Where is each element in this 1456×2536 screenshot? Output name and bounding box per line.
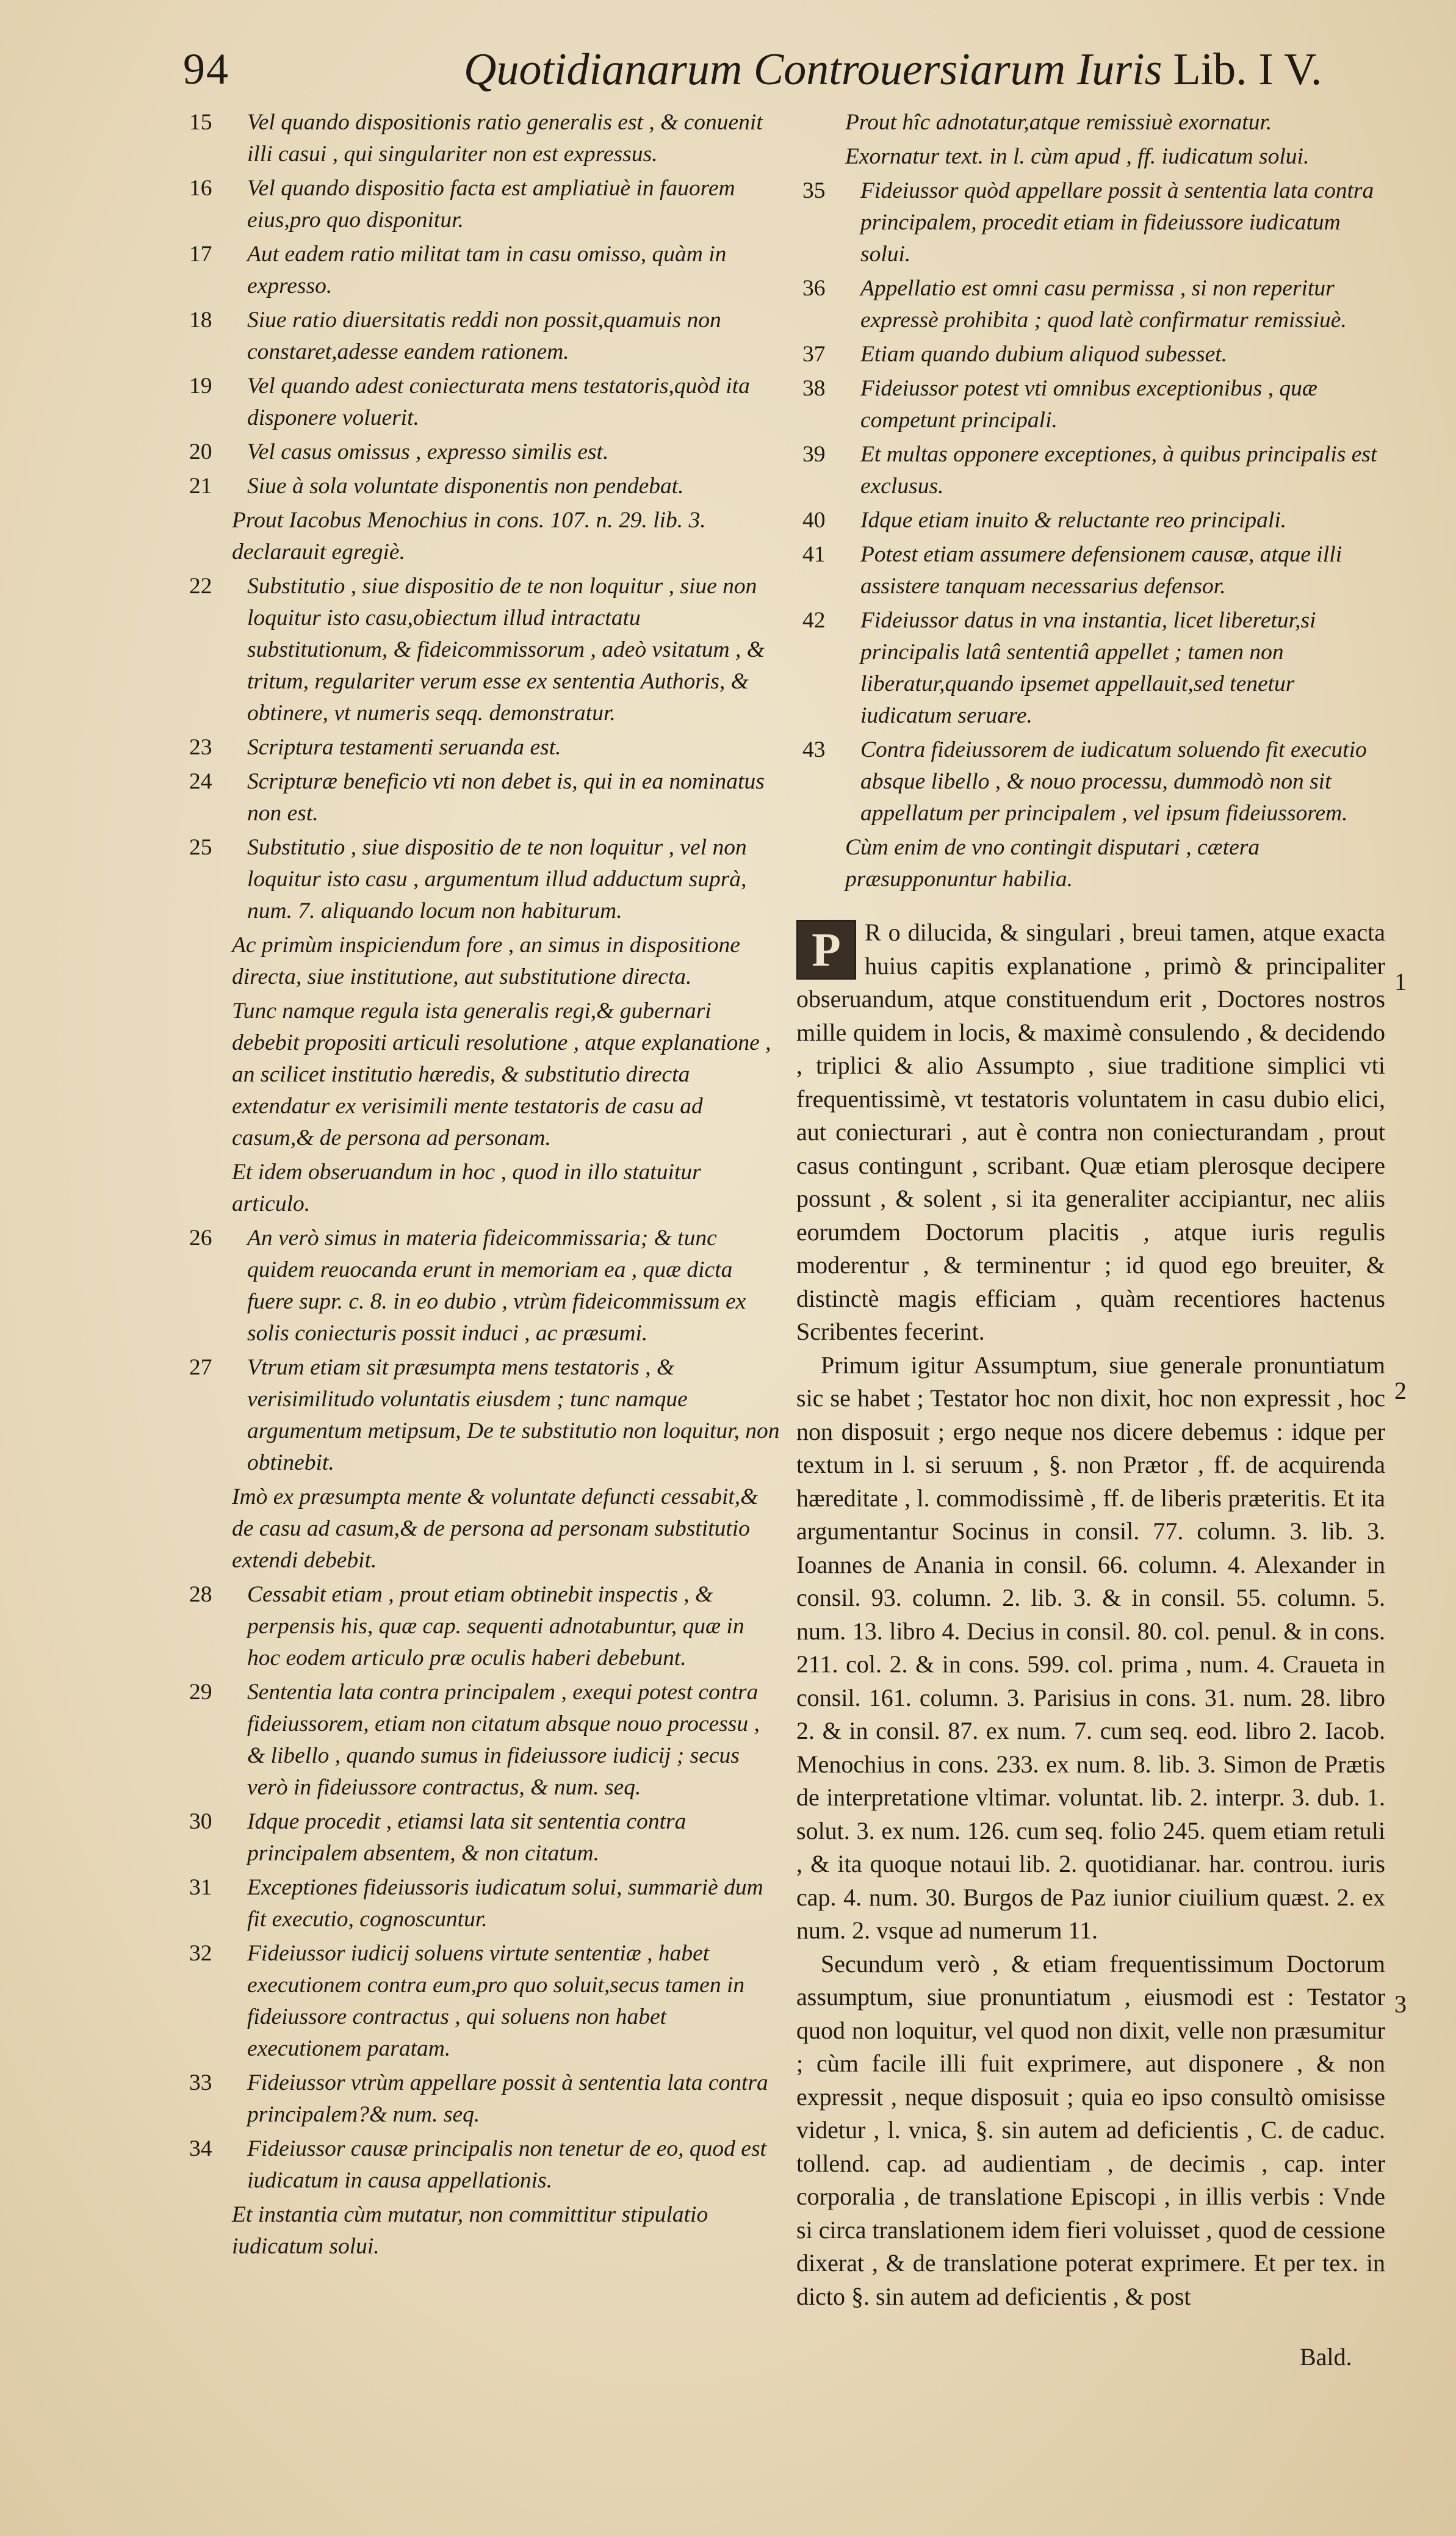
summary-text: Contra fideiussorem de iudicatum soluendo fit executio absque libello , & nouo processu, dummodò non sit appellatum per principalem , vel ipsum fideiussorem. bbox=[860, 737, 1367, 826]
summary-note: Ac primùm inspiciendum fore , an simus in dispositione directa, siue institutione, aut substitutione directa. bbox=[232, 933, 740, 989]
body-paragraph-3: Secundum verò , & etiam frequentissimum Doctorum assumptum, siue pronuntiatum , eiusmodi est : Testator quod non loquitur, vel quod non dixit, velle non præsumitur ; cùm facile illi fuit exprimere, aut disponere , & non expressit , neque disposuit ; quia eo ipso consultò omisisse videtur , l. vnica, §. sin autem ad deficientis , C. de caduc. tollend. cap. ad audientiam , de decimis , cap. inter corporalia , de translatione Episcopi , in illis verbis : Vnde si circa translationem idem fieri voluisset , quod de cessione dixerat , & de translatione poterat exprimere. Et per tex. in dicto §. sin autem ad deficientis , & post bbox=[796, 1949, 1385, 2310]
body-paragraph-2: Primum igitur Assumptum, siue generale pronuntiatum sic se habet ; Testator hoc non dixit, hoc non expressit , hoc non disposuit ; ergo neque nos dicere debemus : idque per textum in l. si seruum , §. non Prætor , ff. de acquirenda hæreditate , l. commodissimè , ff. de liberis præteritis. Et ita argumentantur Socinus in consil. 77. column. 3. lib. 3. Ioannes de Anania in consil. 66. column. 4. Alexander in consil. 93. column. 2. lib. 3. & in consil. 55. column. 5. num. 13. libro 4. Decius in consil. 80. col. penul. & in cons. 211. col. 2. & in cons. 599. col. prima , num. 4. Craueta in consil. 161. column. 3. Parisius in cons. 31. num. 28. libro 2. & in consil. 87. ex num. 7. cum seq. eod. libro 2. Iacob. Menochius in cons. 233. ex num. 8. lib. 3. Simon de Prætis de interpretatione vltimar. voluntat. lib. 2. interpr. 3. dub. 1. solut. 3. ex num. 126. cum seq. folio 245. quem etiam retuli , & ita quoque notaui lib. 2. quotidianar. har. controu. iuris cap. 4. num. 30. Burgos de Paz iunior ciuilium quæst. 2. ex num. 2. vsque ad numerum 11. bbox=[796, 1351, 1385, 1944]
summary-item bbox=[796, 175, 1385, 270]
summary-number: 39 bbox=[802, 442, 826, 467]
summary-number: 25 bbox=[189, 835, 212, 860]
catchword: Bald. bbox=[1300, 2343, 1352, 2371]
summary-item bbox=[796, 339, 1385, 370]
summary-item bbox=[796, 273, 1385, 336]
summary-number: 21 bbox=[189, 474, 212, 499]
summary-item bbox=[183, 1872, 781, 1935]
summary-number: 40 bbox=[802, 508, 826, 533]
summary-text: Fideiussor potest vti omnibus exceptionibus , quæ competunt principali. bbox=[860, 376, 1317, 433]
summary-text: Siue ratio diuersitatis reddi non possit,quamuis non constaret,adesse eandem rationem. bbox=[247, 308, 721, 364]
summary-number: 35 bbox=[802, 178, 826, 203]
summary-text: Sententia lata contra principalem , exequi potest contra fideiussorem, etiam non citatum absque nouo processu , & libello , quando sumus in fideiussore iudicij ; secus verò in fideiussore contractus, & num. seq. bbox=[247, 1680, 760, 1800]
summary-text: Siue à sola voluntate disponentis non pendebat. bbox=[247, 474, 684, 499]
summary-note: Tunc namque regula ista generalis regi,& gubernari debebit propositi articuli resolutione , atque explanatione , an scilicet institutio hæredis, & substitutio directa extendatur ex verisimili mente testatoris de casu ad casum,& de persona ad personam. bbox=[232, 999, 771, 1151]
body-paragraph-1: P R o dilucida, & singulari , breui tamen, atque exacta huius capitis explanatione , primò & principaliter obseruandum, atque constituendum erit , Doctores nostros mille quidem in locis, & maximè consulendo , & decidendo , triplici & alio Assumpto , siue traditione simplici vti frequentissimè, vt testatoris voluntatem in casu dubio elici, aut coniecturari , aut è contra non coniecturandam , prout casus contingunt , scribant. Quæ etiam plerosque decipere possunt , & solent , si ita generaliter accipiantur, nec aliis eorumdem Doctorum placitis , atque iuris regulis moderentur , & terminentur ; id quod ego breuiter, & distinctè magis efficiam , quàm recentiores hactenus Scribentes fecerint. bbox=[796, 919, 1385, 1345]
summary-note: Prout hîc adnotatur,atque remissiuè exornatur. bbox=[845, 110, 1272, 135]
summary-text: Cessabit etiam , prout etiam obtinebit inspectis , & perpensis his, quæ cap. sequenti adnotabuntur, quæ in hoc eodem articulo præ oculis haberi debebunt. bbox=[247, 1582, 744, 1671]
summary-text: Scriptura testamenti seruanda est. bbox=[247, 735, 561, 760]
summary-item bbox=[796, 605, 1385, 732]
summary-text: Substitutio , siue dispositio de te non loquitur , vel non loquitur isto casu , argumentum illud adductum suprà, num. 7. aliquando locum non habiturum. bbox=[247, 835, 747, 923]
summary-note: Et instantia cùm mutatur, non committitur stipulatio iudicatum solui. bbox=[232, 2202, 708, 2259]
summary-number: 30 bbox=[189, 1809, 212, 1834]
summary-item bbox=[796, 539, 1385, 602]
page-header bbox=[183, 44, 1330, 111]
summary-text: Fideiussor vtrùm appellare possit à sententia lata contra principalem?& num. seq. bbox=[247, 2070, 768, 2127]
summary-item bbox=[183, 832, 781, 927]
summary-item bbox=[796, 373, 1385, 436]
summary-number: 20 bbox=[189, 439, 212, 464]
summary-number: 29 bbox=[189, 1680, 212, 1705]
summary-item bbox=[183, 1223, 781, 1349]
summary-number: 33 bbox=[189, 2070, 212, 2095]
summary-item bbox=[183, 107, 781, 170]
summary-item bbox=[183, 1579, 781, 1674]
summary-item bbox=[183, 1352, 781, 1479]
summary-text: Vel quando adest coniecturata mens testatoris,quòd ita disponere voluerit. bbox=[247, 374, 750, 430]
summary-number: 34 bbox=[189, 2136, 212, 2161]
summary-item bbox=[183, 1806, 781, 1869]
summary-item bbox=[183, 2067, 781, 2131]
summary-text: Exceptiones fideiussoris iudicatum solui, summariè dum fit executio, cognoscuntur. bbox=[247, 1875, 763, 1932]
summary-item bbox=[796, 439, 1385, 502]
summary-text: Vel quando dispositionis ratio generalis est , & conuenit illi casui , qui singulariter non est expressus. bbox=[247, 110, 763, 167]
summary-note: Imò ex præsumpta mente & voluntate defuncti cessabit,& de casu ad casum,& de persona ad personam substitutio extendi debebit. bbox=[232, 1484, 759, 1573]
summary-item bbox=[183, 471, 781, 502]
page-number: 94 bbox=[183, 45, 229, 93]
summary-number: 24 bbox=[189, 769, 212, 794]
summary-item bbox=[796, 505, 1385, 536]
summary-number: 28 bbox=[189, 1582, 212, 1607]
summary-text: An verò simus in materia fideicommissaria; & tunc quidem reuocanda erunt in memoriam ea , quæ dicta fuere supr. c. 8. in eo dubio , vtrùm fideicommissum ex solis coniecturis possit induci , ac præsumi. bbox=[247, 1226, 746, 1346]
summary-number: 17 bbox=[189, 242, 212, 267]
summary-item bbox=[183, 239, 781, 302]
summary-number: 38 bbox=[802, 376, 826, 401]
summary-number: 37 bbox=[802, 342, 826, 367]
summary-text: Et multas opponere exceptiones, à quibus principalis est exclusus. bbox=[860, 442, 1377, 499]
summary-item bbox=[183, 2133, 781, 2197]
summary-number: 27 bbox=[189, 1355, 212, 1380]
summary-item bbox=[183, 1677, 781, 1804]
summary-text: Vel quando dispositio facta est ampliatiuè in fauorem eius,pro quo disponitur. bbox=[247, 176, 735, 233]
main-text bbox=[796, 916, 1385, 2313]
summary-text: Fideiussor iudicij soluens virtute sententiæ , habet executionem contra eum,pro quo soluit,secus tamen in fideiussore contractus , qui soluens non habet executionem paratam. bbox=[247, 1941, 745, 2061]
summary-note: Exornatur text. in l. cùm apud , ff. iudicatum solui. bbox=[845, 144, 1310, 169]
summary-text: Potest etiam assumere defensionem causæ, atque illi assistere tanquam necessarius defensor. bbox=[860, 542, 1342, 599]
summary-item bbox=[183, 173, 781, 236]
summary-item bbox=[183, 732, 781, 764]
running-title-text: Quotidianarum Controuersiarum Iuris bbox=[464, 45, 1162, 95]
summary-number: 36 bbox=[802, 276, 826, 301]
summary-text: Appellatio est omni casu permissa , si non reperitur expressè prohibita ; quod latè confirmatur remissiuè. bbox=[860, 276, 1347, 333]
summary-number: 22 bbox=[189, 574, 212, 599]
margin-number: 3 bbox=[1394, 1990, 1407, 2018]
summary-number: 41 bbox=[802, 542, 826, 567]
book-number: Lib. I V. bbox=[1173, 45, 1322, 95]
summary-text: Etiam quando dubium aliquod subesset. bbox=[860, 342, 1228, 367]
drop-cap: P bbox=[796, 920, 856, 980]
summary-text: Idque procedit , etiamsi lata sit sententia contra principalem absentem, & non citatum. bbox=[247, 1809, 687, 1866]
summary-number: 19 bbox=[189, 374, 212, 399]
summary-item bbox=[183, 1938, 781, 2065]
summary-number: 15 bbox=[189, 110, 212, 135]
summary-item bbox=[183, 370, 781, 434]
summary-number: 43 bbox=[802, 737, 826, 762]
summary-text: Fideiussor datus in vna instantia, licet liberetur,si principalis latâ sententiâ appellet ; tamen non liberatur,quando ipsemet appellauit,sed tenetur iudicatum seruare. bbox=[860, 608, 1316, 728]
summary-number: 42 bbox=[802, 608, 826, 633]
summary-item bbox=[183, 436, 781, 468]
summary-text: Idque etiam inuito & reluctante reo principali. bbox=[860, 508, 1287, 533]
summary-text: Scripturæ beneficio vti non debet is, qui in ea nominatus non est. bbox=[247, 769, 765, 826]
summary-text: Vel casus omissus , expresso similis est. bbox=[247, 439, 609, 464]
summary-item bbox=[183, 766, 781, 829]
summary-text: Vtrum etiam sit præsumpta mens testatoris , & verisimilitudo voluntatis eiusdem ; tunc namque argumentum metipsum, De te substitutio non loquitur, non obtinebit. bbox=[247, 1355, 780, 1475]
summary-item bbox=[796, 734, 1385, 829]
summary-number: 31 bbox=[189, 1875, 212, 1900]
summary-number: 18 bbox=[189, 308, 212, 333]
summary-text: Aut eadem ratio militat tam in casu omisso, quàm in expresso. bbox=[247, 242, 727, 298]
summary-text: Fideiussor causæ principalis non tenetur de eo, quod est iudicatum in causa appellationis. bbox=[247, 2136, 766, 2193]
summary-note: Et idem obseruandum in hoc , quod in illo statuitur articulo. bbox=[232, 1160, 701, 1216]
margin-number: 2 bbox=[1394, 1377, 1407, 1404]
summary-note: Cùm enim de vno contingit disputari , cætera præsupponuntur habilia. bbox=[845, 835, 1260, 892]
margin-number: 1 bbox=[1394, 968, 1407, 995]
summary-number: 23 bbox=[189, 735, 212, 760]
summary-text: Fideiussor quòd appellare possit à sententia lata contra principalem, procedit etiam in fideiussore iudicatum solui. bbox=[860, 178, 1374, 267]
summary-number: 32 bbox=[189, 1941, 212, 1966]
left-column bbox=[183, 107, 781, 2265]
summary-number: 26 bbox=[189, 1226, 212, 1251]
summary-item bbox=[183, 571, 781, 729]
summary-text: Substitutio , siue dispositio de te non loquitur , siue non loquitur isto casu,obiectum illud intractatu substitutionum, & fideicommissorum , adeò vsitatum , & tritum, regulariter verum esse ex sententia Authoris, & obtinere, vt numeris seqq. demonstratur. bbox=[247, 574, 765, 726]
summary-note: Prout Iacobus Menochius in cons. 107. n. 29. lib. 3. declarauit egregiè. bbox=[232, 508, 706, 565]
running-title bbox=[464, 44, 1322, 96]
right-column bbox=[796, 107, 1385, 2313]
summary-item bbox=[183, 305, 781, 368]
summary-number: 16 bbox=[189, 176, 212, 201]
